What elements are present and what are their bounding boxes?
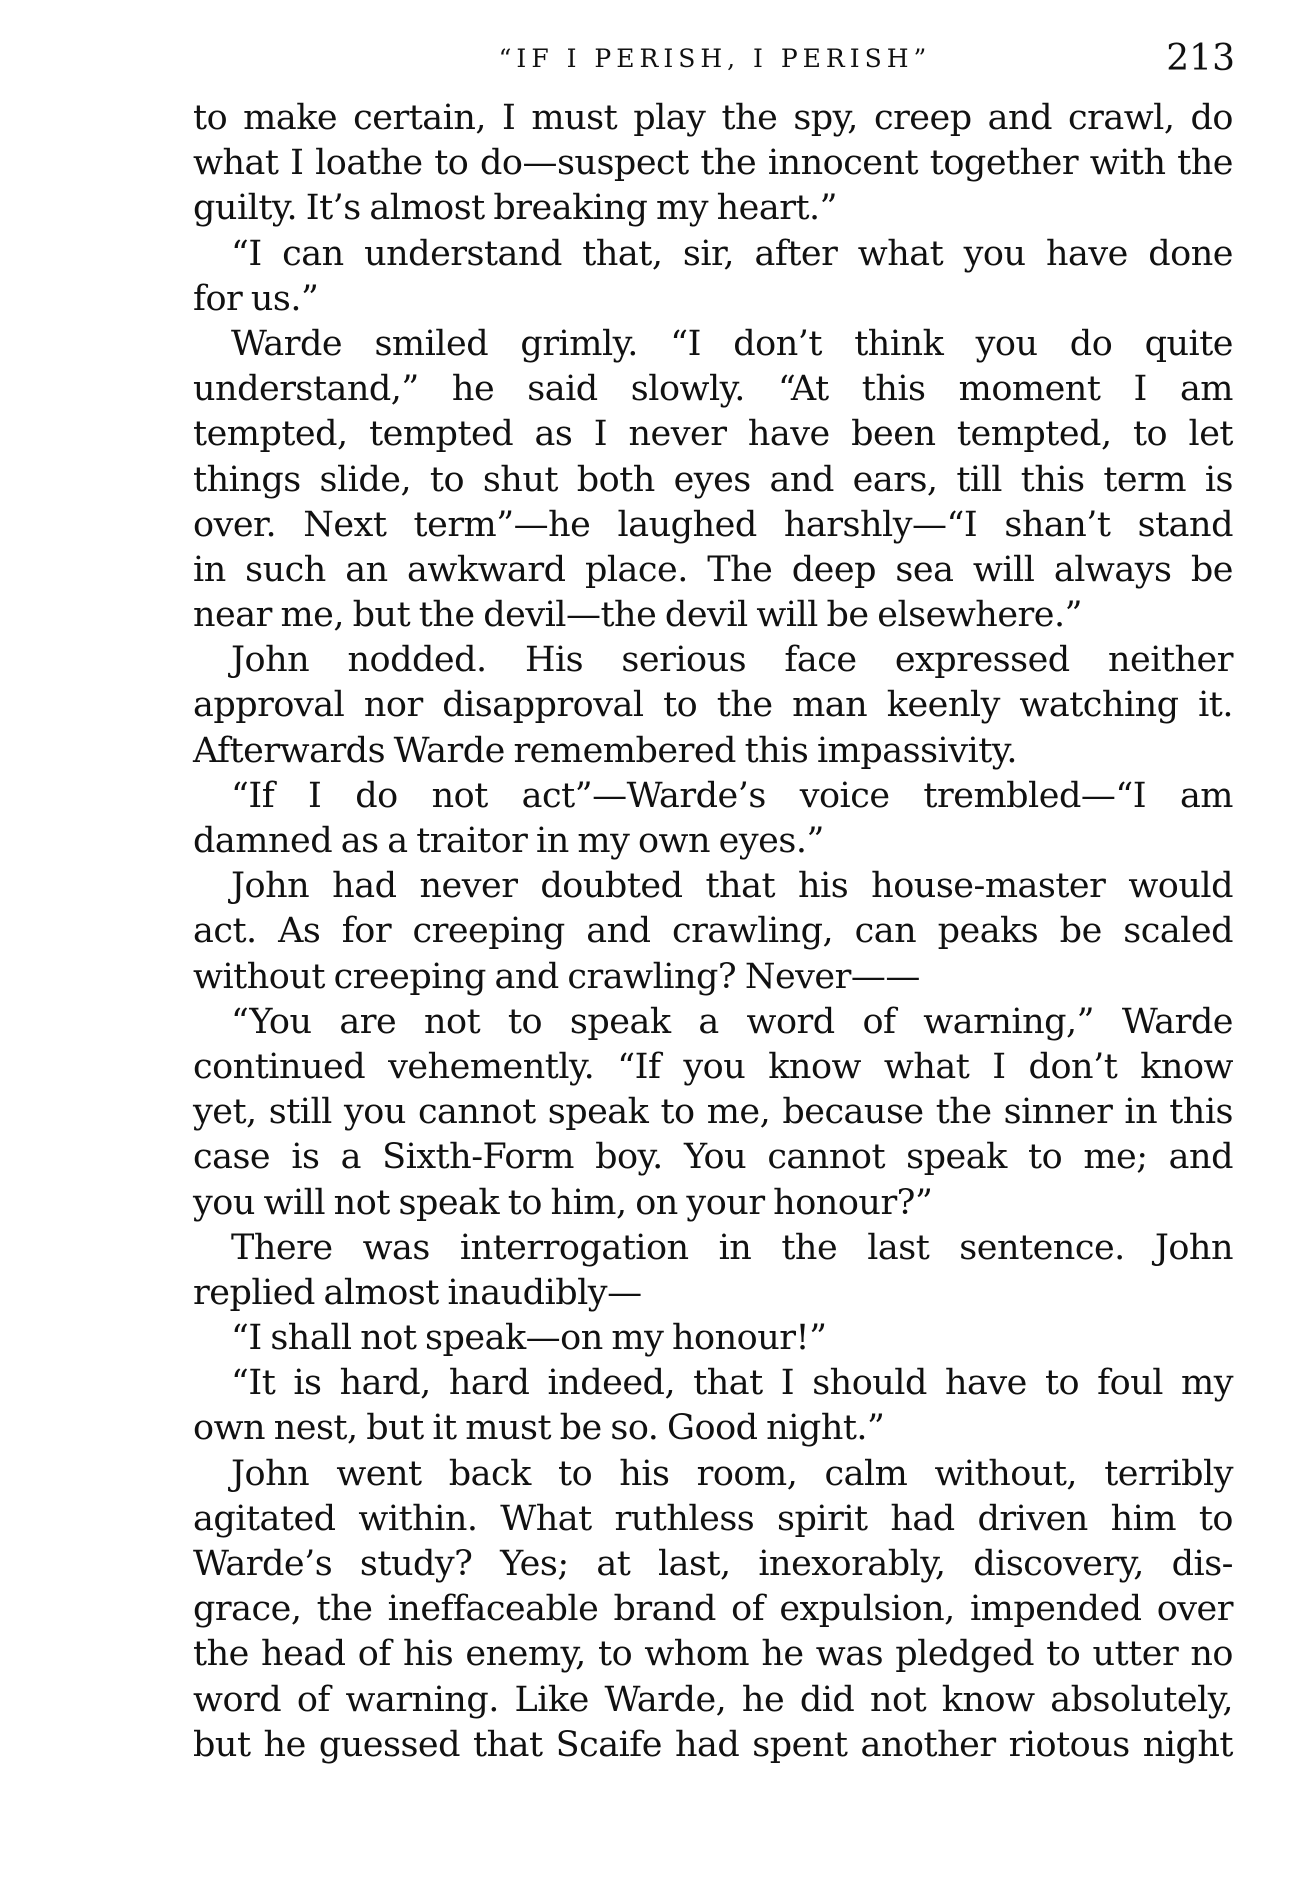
paragraph <box>193 96 1233 232</box>
text-line: “I shall not speak—on my honour!” <box>231 1318 827 1359</box>
text-line: John went back to his room, calm without, terribly <box>231 1453 1233 1494</box>
text-line: you will not speak to him, on your honour?” <box>193 1182 933 1223</box>
text-line: things slide, to shut both eyes and ears, till this term is <box>193 459 1233 500</box>
text-line: word of warning. Like Warde, he did not know absolutely, <box>193 1679 1233 1720</box>
text-line: continued vehemently. “If you know what I don’t know <box>193 1046 1233 1087</box>
text-line: tempted, tempted as I never have been tempted, to let <box>193 414 1233 455</box>
text-line: John nodded. His serious face expressed neither <box>231 640 1233 681</box>
body-text <box>193 96 1233 1768</box>
paragraph <box>193 322 1233 638</box>
text-line: for us.” <box>193 278 319 319</box>
text-line: to make certain, I must play the spy, creep and crawl, do <box>193 98 1233 138</box>
paragraph <box>193 1226 1233 1316</box>
text-line: “It is hard, hard indeed, that I should have to foul my <box>231 1363 1233 1404</box>
paragraph <box>193 1000 1233 1226</box>
text-line: understand,” he said slowly. “At this moment I am <box>193 369 1233 410</box>
running-title: “IF I PERISH, I PERISH” <box>498 44 932 73</box>
paragraph <box>193 1361 1233 1451</box>
text-line: damned as a traitor in my own eyes.” <box>193 821 824 861</box>
text-line: without creeping and crawling? Never—— <box>193 956 920 997</box>
text-line: approval nor disapproval to the man keenly watching it. <box>193 685 1233 726</box>
text-line: what I loathe to do—suspect the innocent together with the <box>193 143 1233 184</box>
paragraph <box>193 774 1233 864</box>
paragraph <box>193 232 1233 322</box>
paragraph <box>193 864 1233 1000</box>
text-line: but he guessed that Scaife had spent another riotous night <box>193 1724 1233 1765</box>
paragraph <box>193 1316 1233 1361</box>
text-line: There was interrogation in the last sentence. John <box>231 1227 1233 1268</box>
text-line: guilty. It’s almost breaking my heart.” <box>193 188 838 229</box>
text-line: John had never doubted that his house-master would <box>231 866 1233 907</box>
text-line: Warde smiled grimly. “I don’t think you do quite <box>231 323 1233 364</box>
text-line: agitated within. What ruthless spirit had driven him to <box>193 1498 1233 1539</box>
text-line: own nest, but it must be so. Good night.” <box>193 1408 885 1449</box>
text-line: replied almost inaudibly— <box>193 1272 642 1313</box>
text-line: over. Next term”—he laughed harshly—“I shan’t stand <box>193 504 1233 545</box>
text-line: yet, still you cannot speak to me, because the sinner in this <box>193 1092 1233 1133</box>
text-line: “I can understand that, sir, after what you have done <box>231 233 1233 274</box>
text-line: “If I do not act”—Warde’s voice trembled—“I am <box>231 775 1233 816</box>
text-line: in such an awkward place. The deep sea will always be <box>193 549 1233 590</box>
paragraph <box>193 1452 1233 1768</box>
text-line: grace, the ineffaceable brand of expulsion, impended over <box>193 1589 1233 1630</box>
text-line: the head of his enemy, to whom he was pledged to utter no <box>193 1634 1233 1675</box>
text-line: near me, but the devil—the devil will be elsewhere.” <box>193 595 1083 636</box>
running-head <box>195 38 1235 88</box>
page-number: 213 <box>1166 38 1235 79</box>
paragraph <box>193 638 1233 774</box>
text-line: Warde’s study? Yes; at last, inexorably, discovery, dis- <box>193 1544 1233 1584</box>
text-line: act. As for creeping and crawling, can peaks be scaled <box>193 911 1233 952</box>
text-line: case is a Sixth-Form boy. You cannot speak to me; and <box>193 1137 1233 1178</box>
text-line: “You are not to speak a word of warning,” Warde <box>231 1001 1233 1042</box>
text-line: Afterwards Warde remembered this impassivity. <box>193 730 1018 771</box>
